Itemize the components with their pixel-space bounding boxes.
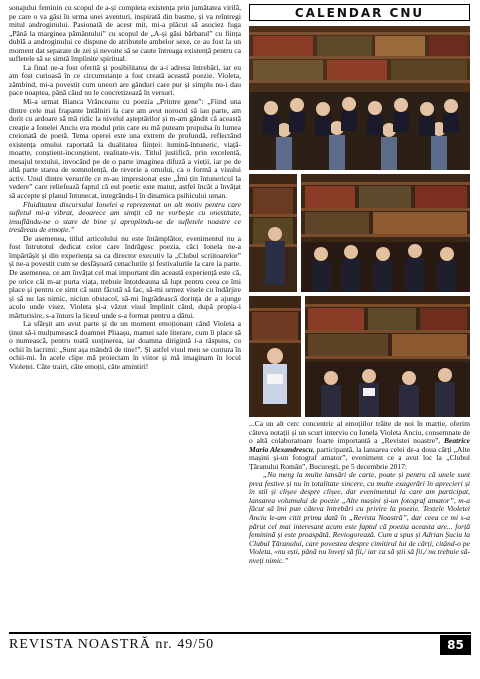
paragraph (249, 420, 470, 471)
paragraph: Mi-a urmat Bianca Vrânceanu cu poezia „Printre gene”: „Fiind una dintre cele mai frapante întâlniri la care am avut norocul să iau parte, am dorit cu ardoare să mă ridic la nivelul așteptărilor și m-am gândit că această creație a Ionelei Anciu era modul prin care eu mă puteam propulsa în lumea creionată de poetă. Tema operei este una extrem de profundă, reflectând existența omului raportată la dualitatea ființei: lumină-întuneric, viață-moarte, conștient-inconștient, realitate-vis. Titlul justifică, prin excelentă, mesajul textului, invocând pe de o parte imaginea difuză a vieții, iar pe de altă parte starea de somnolență, de reverie a omului, ca o formă a visului activ. Unul dintre versurile ce m-au impresionat este „Îmi țin întunericul la vedere” care reliefează faptul că eul poetic este matur, astfel încât a învățat să accepte și planul întunecat, integrându-l în dinamica psihicului uman. (9, 97, 241, 201)
page-number: 85 (440, 635, 471, 655)
photo-audience (301, 174, 470, 292)
paragraph-text: , participantă, la lansarea celei de-a doua cărți „Alte mașini și-un fotograf amator”, eveniment ce a avut loc la „Clubul Țăranului Român”, București, pe 5 decembrie 2017: (249, 444, 470, 471)
paragraph: Fluiditatea discursului Ionelei a reprezentat un alt motiv pentru care sufletul mi-a vibrat, deoarece am simțit că ne vorbește cu onestitate, insuflându-ne o stare de bine și apropiindu-se de sufletele noastre ce tresăreau de emoție.” (9, 199, 241, 235)
photo-speaker (249, 174, 297, 292)
left-text-column (9, 4, 241, 628)
section-header (249, 4, 470, 21)
paragraph-text: ...Ca un alt cerc concentric al emoțiilor trăite de noi în martie, oferim câteva notații și un scurt interviu cu Ionela Violeta Anciu, consemnate de o altă colaboratoare foarte importantă a „Revistei noastre”, (249, 420, 470, 446)
footer-rule (9, 632, 471, 634)
paragraph: „Nu merg la multe lansări de carte, poate și pentru că unele sunt prea festive și nu în totalitate sincere, cu multe exagerări în aprecieri și în stil și clișee despre clișee, dar evenimentul la care am participat, lansarea volumului de poezie „Alte mașini și-un fotograf amator”, m-a făcut să îmi pun câteva întrebări cu privire la poezie. Textele Violetei Anciu le-am citit prima dată în „Revista Noastră”, dar ceea ce mi s-a părut cel mai interesant acum este faptul că poezia aceasta are... forță feminină și este proaspătă. Reviogorează. Cum a spus și Adrian Șuciu la Clubul Țăranului, care povestea despre cimitirul lui de cărți, citând-o pe Violeta, «nu ești, până nu înveți să fii,/ iar ca să știi să fii,/ nu trebuie să-nveți nimic.” (249, 470, 470, 565)
magazine-title: REVISTA NOASTRĂ nr. 49/50 (9, 637, 215, 652)
photo-group-library (249, 26, 470, 170)
right-text-column (249, 420, 470, 628)
photo-reading-group (305, 296, 470, 417)
section-title: CALENDAR CNU (294, 5, 425, 20)
author-name: Beatrice Maria Alexandrescu (249, 436, 470, 454)
paragraph: De asemenea, titlul articolului nu este întâmplător, evenimentul nu a fost întrutotul dedicat celor care îndrăgesc poezia, căci Ionela ne-a împărtășit și din experiența sa ca director executiv la „Clubul scriitoarelor” și ne-a povestit cum se desfășoară cenaclurile și festivalurile la care ia parte. De asemenea, ce am învățat cel mai important din această experiență este că, pe orice căi m-ar purta viața, trebuie întotdeauna să lupt pentru ceea ce îmi place și pentru ce simt că sunt făcută să fac, să-mi urmez visele cu îndârjire și să nu las nimic, niciun obstacol, să-mi îngrădească dorința de a ajunge acolo unde visez. Violeta și-a văzut visul împlinit când, după propia-i mărturisire, s-a întors la liceul unde s-a format pentru a dărui. (9, 233, 241, 320)
photo-reader (249, 296, 301, 417)
paragraph: La sfârșit am avut parte și de un moment emoționant când Violeta a ținut să-i mulțumească doamnei Pliaașu, mamei sale literare, cum îi place să o numească, pentru toată susținerea, iar doamna dirigintă i-a răspuns, cu ochii în lacrimi: „Sunt așa mândră de tine!”. Și astfel visul meu se contura în ochii-mi. În acele clipe mă proiectam în viitor și mă imaginam în locul Violetei. Câte trairi, câte emoții, câte amintiri! (9, 319, 241, 371)
paragraph: La final ne-a fost oferită și posibilitatea de a-i adresa întrebări, iar eu am fost curioasă în ce circumstanțe a fost creată această poezie. Violeta, zâmbind, mi-a povestit cum uneori are gânduri care pur și simplu nu-i dau pace noaptea, până când nu le concretizează în versuri. (9, 62, 241, 98)
paragraph: sonajului feminin cu scopul de a-și completa existența prin jumătatea virilă, pe care o va găsi în urma unei aventuri, inspirată din basme, și va reîntregi mitul androginului. Pasionată de acest mit, mi-a plăcut să asociez fuga „Până la marginea pământului” cu scopul de „A-și găsi bărbatul” cu ființa dublă a androginului ce dispune de atributele ambelor sexe, ce au fost la un moment dat separate de zei și nevoite să se caute întreaga existență pentru ca sufletele să se simtă împlinite spiritual. (9, 4, 241, 64)
